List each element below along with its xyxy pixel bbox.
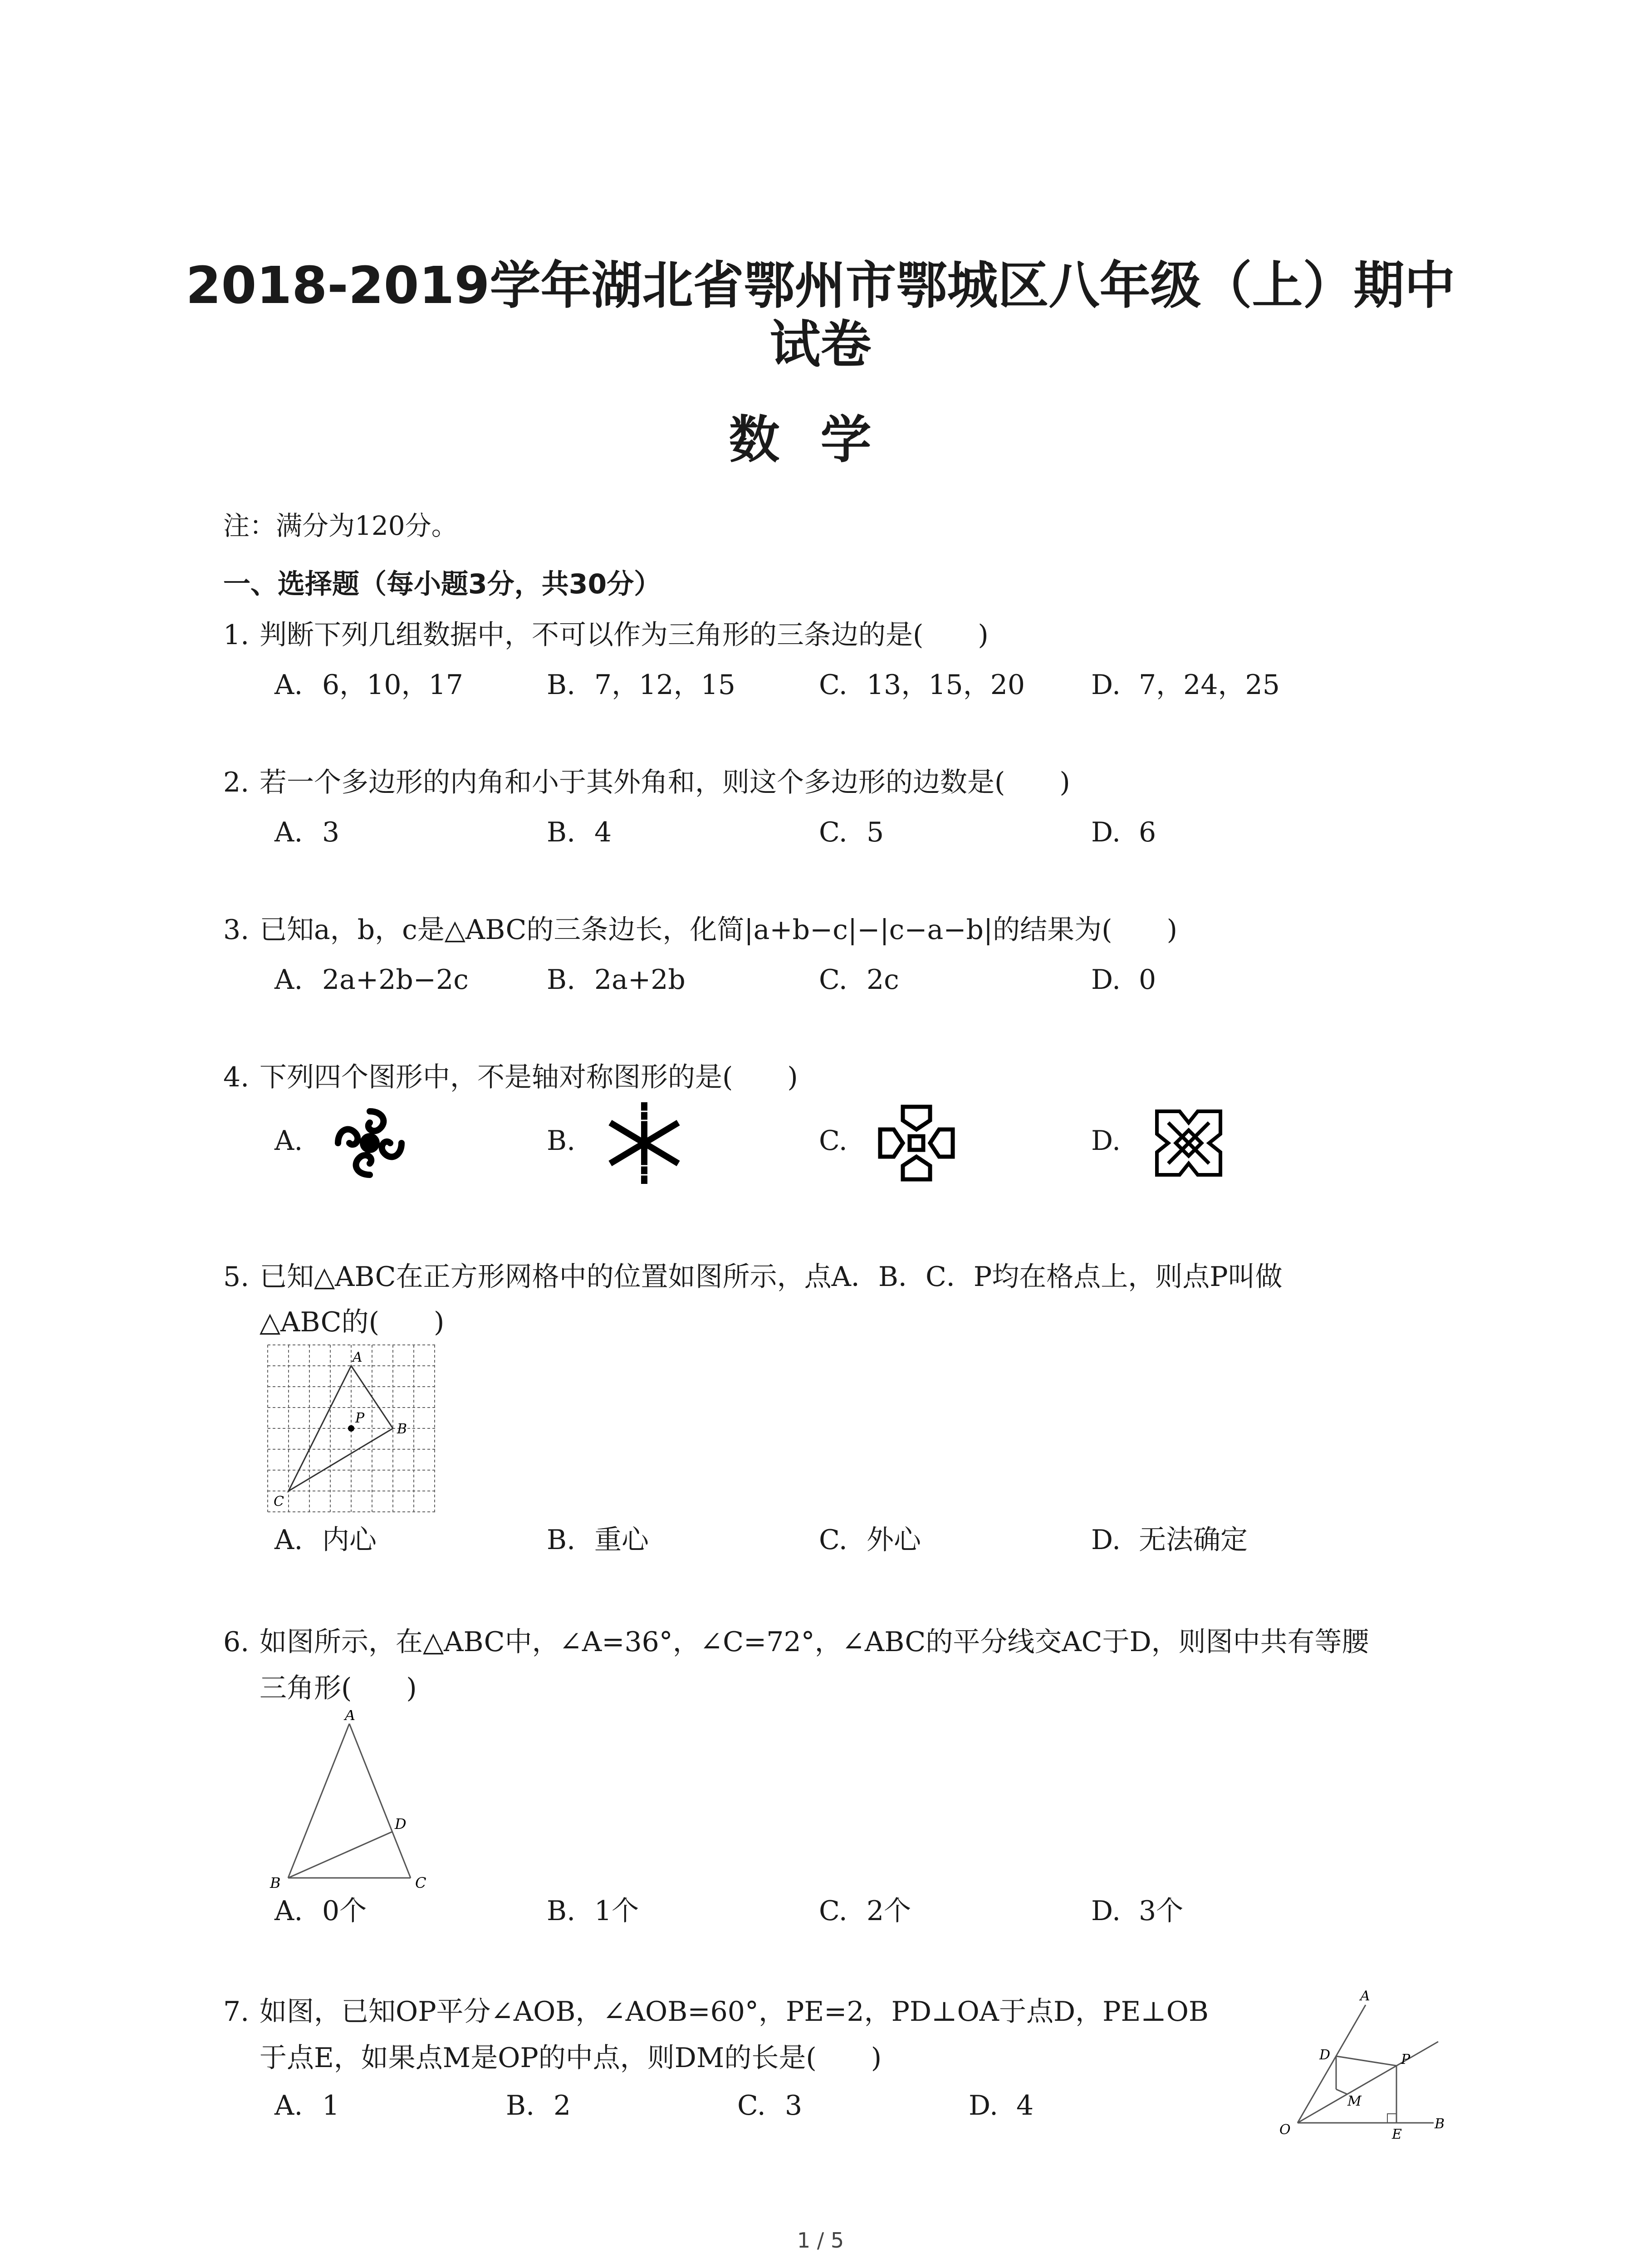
label-o: O: [1279, 2122, 1291, 2138]
q6-option-a[interactable]: A. 0个: [274, 1895, 367, 1927]
label-c: C: [415, 1874, 426, 1892]
question-5: 5. 已知△ABC在正方形网格中的位置如图所示，点A．B．C．P均在格点上，则点P叫做: [223, 1261, 1283, 1293]
q5-option-d[interactable]: D. 无法确定: [1091, 1524, 1248, 1556]
label-d: D: [1319, 2047, 1331, 2063]
q1-option-b[interactable]: B. 7，12，15: [547, 669, 735, 701]
q1-option-d[interactable]: D. 7，24，25: [1091, 669, 1280, 701]
page-number: 1 / 5: [797, 2228, 844, 2253]
q3-option-b[interactable]: B. 2a+2b: [547, 964, 686, 996]
q5-option-b[interactable]: B. 重心: [547, 1524, 649, 1556]
exam-title-line1: 2018-2019学年湖北省鄂州市鄂城区八年级（上）期中: [186, 256, 1455, 315]
q3-option-a[interactable]: A. 2a+2b−2c: [274, 964, 469, 996]
label-b: B: [1435, 2116, 1445, 2132]
label-p: P: [355, 1410, 365, 1426]
label-a: A: [345, 1710, 356, 1724]
q4-option-c[interactable]: C.: [819, 1125, 847, 1157]
q6-option-c[interactable]: C. 2个: [819, 1895, 911, 1927]
label-e: E: [1392, 2126, 1402, 2142]
q1-option-a[interactable]: A. 6，10，17: [274, 669, 463, 701]
label-c: C: [274, 1494, 284, 1510]
isosceles-triangle-figure: [263, 1710, 454, 1892]
score-note: 注：满分为120分。: [223, 510, 458, 541]
question-1: [223, 612, 989, 658]
q2-option-b[interactable]: B. 4: [547, 816, 612, 848]
subject-title: 数学: [729, 411, 912, 469]
section-heading-choice: 一、选择题（每小题3分，共30分）: [223, 568, 661, 600]
question-7: 7. 如图，已知OP平分∠AOB，∠AOB=60°，PE=2，PD⊥OA于点D，PE⊥OB: [223, 1996, 1209, 2028]
q3-option-c[interactable]: C. 2c: [819, 964, 899, 996]
question-number: 1.: [223, 619, 250, 651]
q7-option-c[interactable]: C. 3: [737, 2090, 803, 2121]
q2-option-a[interactable]: A. 3: [274, 816, 340, 848]
q1-option-c[interactable]: C. 13，15，20: [819, 669, 1025, 701]
label-m: M: [1347, 2093, 1362, 2109]
label-d: D: [395, 1815, 407, 1833]
point-p: [348, 1425, 354, 1432]
question-4: 4. 下列四个图形中，不是轴对称图形的是( ): [223, 1061, 798, 1093]
exam-title-line2: 试卷: [769, 315, 872, 374]
question-2: 2. 若一个多边形的内角和小于其外角和，则这个多边形的边数是( ): [223, 767, 1070, 798]
q7-option-b[interactable]: B. 2: [506, 2090, 571, 2121]
q7-option-a[interactable]: A. 1: [274, 2090, 340, 2121]
grid-triangle-figure: [265, 1343, 438, 1515]
label-a: A: [353, 1349, 362, 1365]
q2-option-d[interactable]: D. 6: [1091, 816, 1156, 848]
knot-pattern-icon: [1143, 1098, 1234, 1188]
question-6: 6. 如图所示，在△ABC中，∠A=36°，∠C=72°，∠ABC的平分线交AC于D，则图中共有等腰: [223, 1626, 1369, 1658]
question-close-paren: ): [978, 619, 989, 651]
q3-option-d[interactable]: D. 0: [1091, 964, 1156, 996]
q6-option-d[interactable]: D. 3个: [1091, 1895, 1184, 1927]
q5-option-a[interactable]: A. 内心: [274, 1524, 377, 1556]
q4-option-a[interactable]: A.: [274, 1125, 303, 1157]
q4-option-d[interactable]: D.: [1091, 1125, 1121, 1157]
angle-bisector-figure: [1270, 1987, 1461, 2146]
question-5-continued: △ABC的( ): [260, 1306, 445, 1338]
q6-option-b[interactable]: B. 1个: [547, 1895, 639, 1927]
question-7-continued: 于点E，如果点M是OP的中点，则DM的长是( ): [260, 2042, 882, 2074]
q7-option-d[interactable]: D. 4: [969, 2090, 1034, 2121]
q5-option-c[interactable]: C. 外心: [819, 1524, 921, 1556]
q4-option-b[interactable]: B.: [547, 1125, 576, 1157]
q2-option-c[interactable]: C. 5: [819, 816, 884, 848]
label-b: B: [270, 1874, 281, 1892]
label-b: B: [397, 1421, 407, 1437]
label-p: P: [1401, 2052, 1411, 2068]
question-text: 判断下列几组数据中，不可以作为三角形的三条边的是(: [260, 619, 924, 651]
swirl-pattern-icon: [324, 1098, 415, 1188]
label-a: A: [1360, 1988, 1370, 2004]
question-6-continued: 三角形( ): [260, 1672, 417, 1704]
cross-tile-pattern-icon: [871, 1098, 962, 1188]
asterisk-ladder-icon: [599, 1098, 690, 1188]
question-3: 3. 已知a，b，c是△ABC的三条边长，化简|a+b−c|−|c−a−b|的结果为( ): [223, 914, 1177, 946]
